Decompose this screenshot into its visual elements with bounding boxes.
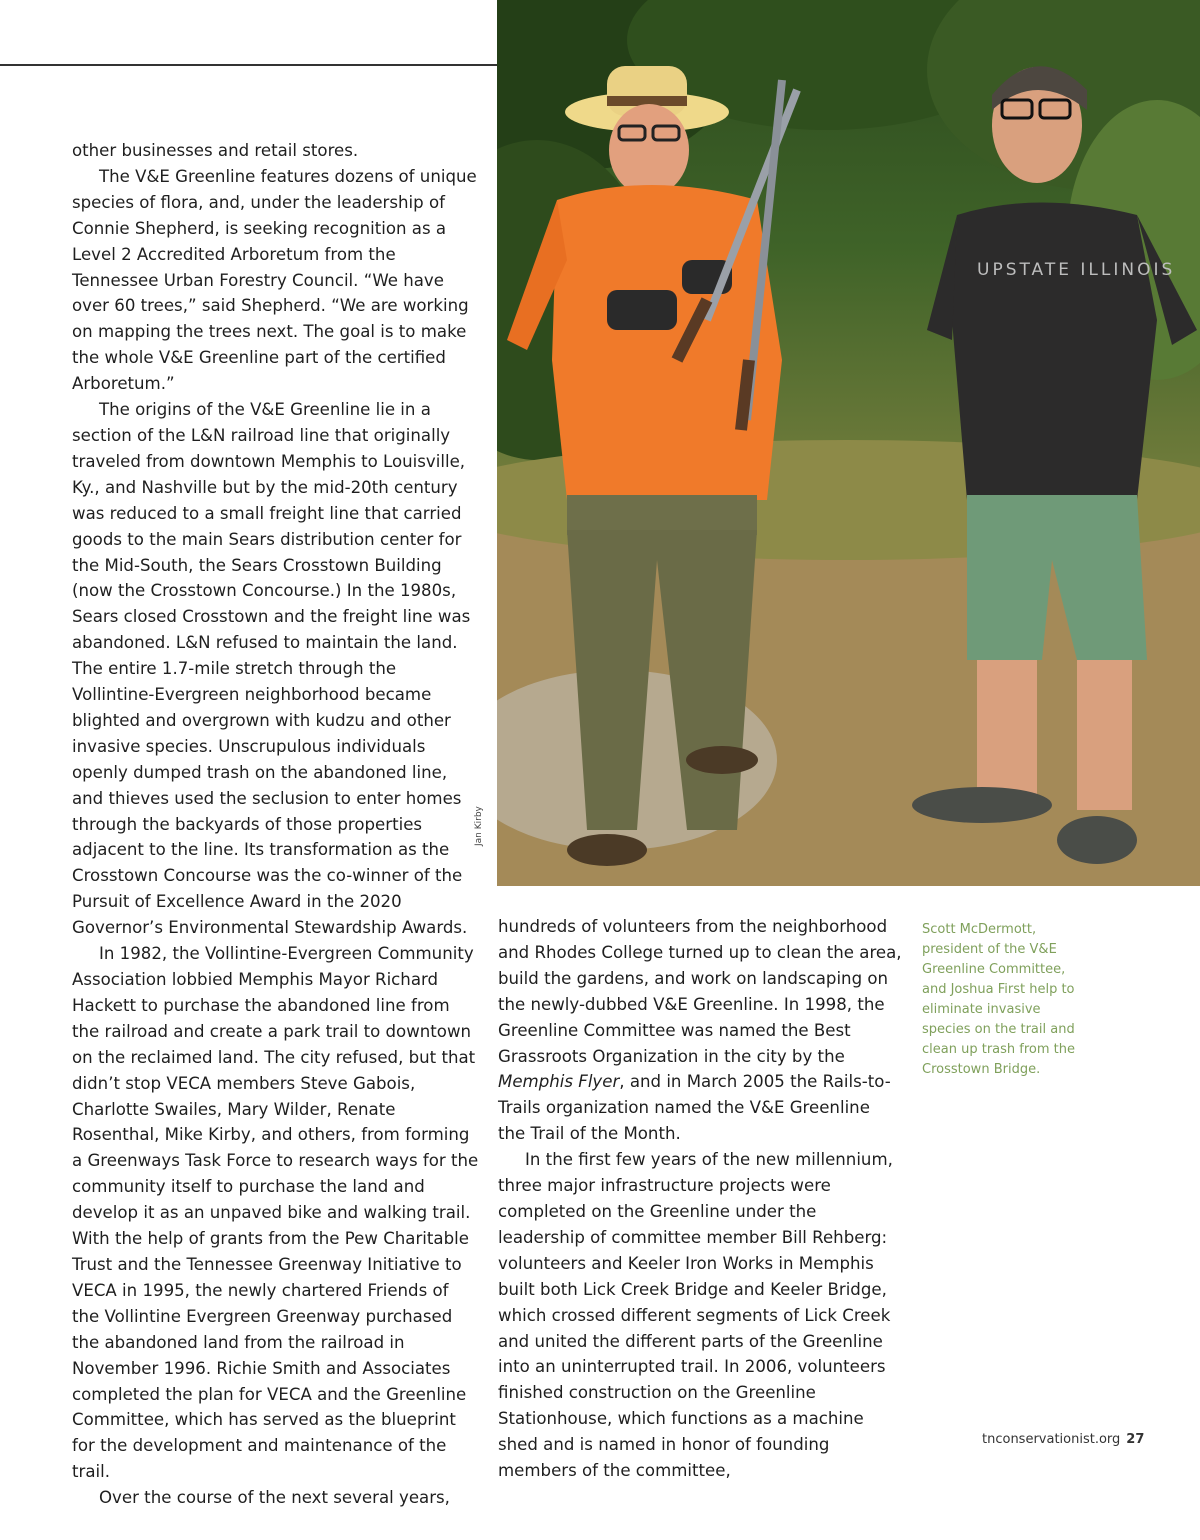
paragraph: In the first few years of the new millennium, three major infrastructure projects were completed on the Greenline under the leadership of committee member Bill Rehberg: volunteers and Keeler Iron Works in Memphis built both Lick Creek Bridge and Keeler Bridge, which crossed different segments of Lick Creek and united the different parts of the Greenline into an uninterrupted trail. In 2006, volunteers finished construction on the Greenline Stationhouse, which functions as a machine shed and is named in honor of founding members of the committee, xyxy=(498,1150,893,1481)
top-rule xyxy=(0,64,497,66)
volunteers-photo xyxy=(497,0,1200,886)
paragraph: The V&E Greenline features dozens of unique species of flora, and, under the leadership of Connie Shepherd, is seeking recognition as a Level 2 Accredited Arboretum from the Tennessee Urban Forestry Council. “We have over 60 trees,” said Shepherd. “We are working on mapping the trees next. The goal is to make the whole V&E Greenline part of the certified Arboretum.” xyxy=(72,166,477,394)
article-column-middle xyxy=(498,914,902,1484)
shirt-print: UPSTATE ILLINOIS xyxy=(977,260,1176,280)
paragraph: The origins of the V&E Greenline lie in a section of the L&N railroad line that originally traveled from downtown Memphis to Louisville, Ky., and Nashville but by the mid-20th century was reduced to a small freight line that carried goods to the main Sears distribution center for the Mid-South, the Sears Crosstown Building (now the Crosstown Concourse.) In the 1980s, Sears closed Crosstown and the freight line was abandoned. L&N refused to maintain the land. The entire 1.7-mile stretch through the Vollintine-Evergreen neighborhood became blighted and overgrown with kudzu and other invasive species. Unscrupulous individuals openly dumped trash on the abandoned line, and thieves used the seclusion to enter homes through the backyards of those properties adjacent to the line. Its transformation as the Crosstown Concourse was the co-winner of the Pursuit of Excellence Award in the 2020 Governor’s Environmental Stewardship Awards. xyxy=(72,400,471,938)
site-url: tnconservationist.org xyxy=(982,1432,1121,1447)
photo-credit: Jan Kirby xyxy=(474,806,484,846)
photo-caption: Scott McDermott, president of the V&E Greenline Committee, and Joshua First help to eliminate invasive species on the trail and clean up trash from the Crosstown Bridge. xyxy=(922,922,1075,1077)
paragraph: In 1982, the Vollintine-Evergreen Community Association lobbied Memphis Mayor Richard Hackett to purchase the abandoned line from the railroad and create a park trail to downtown on the reclaimed land. The city refused, but that didn’t stop VECA members Steve Gabois, Charlotte Swailes, Mary Wilder, Renate Rosenthal, Mike Kirby, and others, from forming a Greenways Task Force to research ways for the community itself to purchase the land and develop it as an unpaved bike and walking trail. With the help of grants from the Pew Charitable Trust and the Tennessee Greenway Initiative to VECA in 1995, the newly chartered Friends of the Vollintine Evergreen Greenway purchased the abandoned land from the railroad in November 1996. Richie Smith and Associates completed the plan for VECA and the Greenline Committee, which has served as the blueprint for the development and maintenance of the trail. xyxy=(72,944,479,1482)
paragraph: Over the course of the next several years, xyxy=(99,1488,450,1508)
paragraph: other businesses and retail stores. xyxy=(72,141,359,160)
article-column-left xyxy=(72,138,480,1511)
page-number: 27 xyxy=(1126,1432,1145,1447)
text-run: hundreds of volunteers from the neighborhood and Rhodes College turned up to clean the area, build the gardens, and work on landscaping on the newly-dubbed V&E Greenline. In 1998, the Greenline Committee was named the Best Grassroots Organization in the city by the xyxy=(498,917,902,1066)
photo-illustration xyxy=(497,0,1200,886)
page-footer xyxy=(982,1432,1144,1447)
text-run: , and in March 2005 the Rails-to-Trails organization named the V&E Greenline the Trail of the Month. xyxy=(498,1072,891,1144)
paragraph xyxy=(498,914,902,1147)
publication-title: Memphis Flyer xyxy=(498,1072,620,1092)
